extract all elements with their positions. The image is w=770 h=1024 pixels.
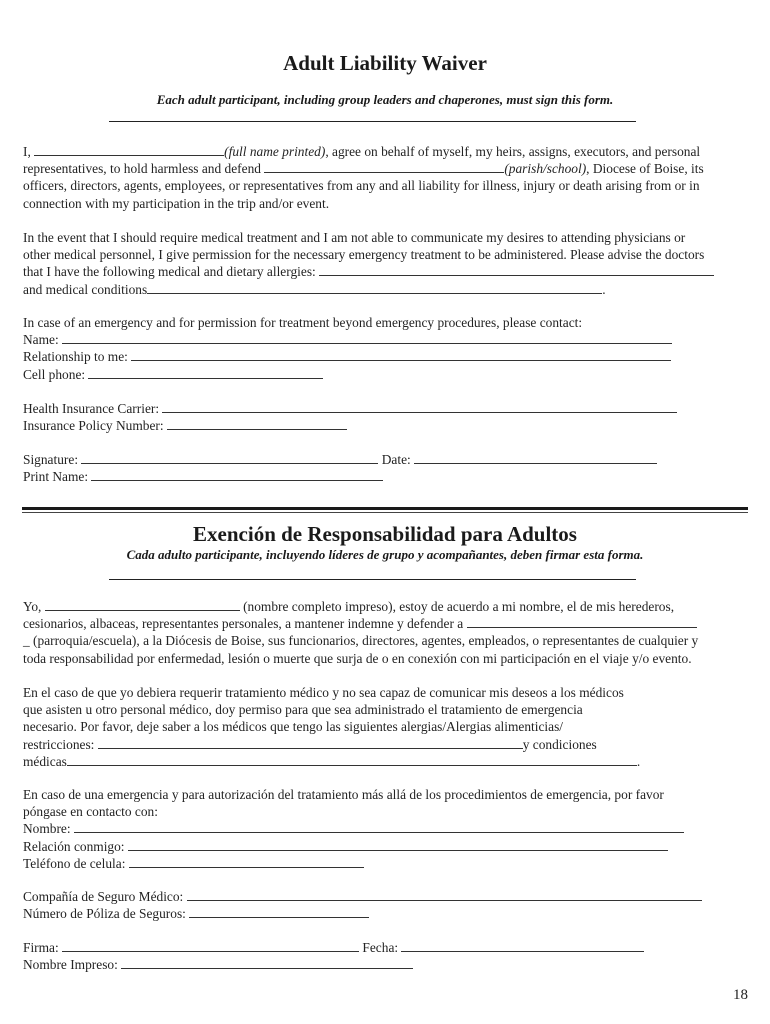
fecha-field[interactable] xyxy=(401,939,644,952)
text: En caso de una emergencia y para autorización del tratamiento más allá de los procedimientos de emergencia, por favor xyxy=(23,787,664,802)
section-divider-thin xyxy=(22,512,748,513)
spanish-title: Exención de Responsabilidad para Adultos xyxy=(193,522,577,546)
label: Name: xyxy=(23,332,63,348)
policy-number-field[interactable] xyxy=(167,417,347,430)
label: Relación conmigo: xyxy=(23,838,128,854)
poliza-field[interactable] xyxy=(189,905,369,918)
text: . xyxy=(602,281,606,297)
full-name-field[interactable] xyxy=(34,143,224,156)
firma-field[interactable] xyxy=(62,939,359,952)
label: Nombre Impreso: xyxy=(23,957,122,973)
nombre-impreso-field[interactable] xyxy=(121,956,413,969)
relationship-field[interactable] xyxy=(131,348,671,361)
allergies-field[interactable] xyxy=(319,263,714,276)
spanish-signature-block xyxy=(23,939,753,973)
label: Relationship to me: xyxy=(23,349,132,365)
label: Nombre: xyxy=(23,821,74,837)
text: Yo, xyxy=(23,599,45,614)
label: Cell phone: xyxy=(23,366,89,382)
english-subtitle-rule xyxy=(109,121,636,122)
text: connection with my participation in the trip and/or event. xyxy=(23,195,330,211)
contacto-nombre-field[interactable] xyxy=(74,820,684,833)
label: Teléfono de celula: xyxy=(23,855,129,871)
english-insurance xyxy=(23,400,753,434)
spanish-subtitle-rule xyxy=(109,579,636,580)
parish-school-field[interactable] xyxy=(264,160,504,173)
nombre-field[interactable] xyxy=(45,598,240,611)
text: que asisten u otro personal médico, doy permiso para que sea administrado el tratamiento de emergencia xyxy=(23,702,583,718)
spanish-insurance xyxy=(23,888,753,922)
text: toda responsabilidad por enfermedad, lesión o muerte que surja de o en conexión con mi participación en el viaje y/o evento. xyxy=(23,650,692,666)
relacion-field[interactable] xyxy=(128,838,668,851)
alergias-field[interactable] xyxy=(98,736,523,749)
text: , Diocese of Boise, its xyxy=(586,161,704,177)
spanish-release-paragraph xyxy=(23,598,753,667)
text: restricciones: xyxy=(23,736,98,752)
text: In the event that I should require medical treatment and I am not able to communicate my desires to attending physicians or xyxy=(23,230,686,245)
hint: (parish/school) xyxy=(504,161,587,177)
label: Date: xyxy=(378,452,415,467)
english-medical-paragraph xyxy=(23,229,753,298)
text: In case of an emergency and for permission for treatment beyond emergency procedures, please contact: xyxy=(23,315,583,330)
label: Signature: xyxy=(23,452,82,467)
condiciones-field[interactable] xyxy=(67,753,637,766)
text: that I have the following medical and dietary allergies: xyxy=(23,264,320,280)
text: póngase en contacto con: xyxy=(23,804,158,820)
page-number: 18 xyxy=(733,987,748,1003)
text: y condiciones xyxy=(522,736,597,752)
seguro-field[interactable] xyxy=(187,888,702,901)
telefono-field[interactable] xyxy=(129,855,364,868)
cell-phone-field[interactable] xyxy=(88,366,323,379)
text: representatives, to hold harmless and defend xyxy=(23,161,265,177)
text: En el caso de que yo debiera requerir tratamiento médico y no sea capaz de comunicar mis deseos a los médicos xyxy=(23,685,624,700)
text: other medical personnel, I give permission for the necessary emergency treatment to be administered. Please advise the doctors xyxy=(23,247,705,263)
text: . xyxy=(636,753,641,769)
date-field[interactable] xyxy=(414,451,657,464)
label: Health Insurance Carrier: xyxy=(23,401,163,416)
signature-field[interactable] xyxy=(81,451,378,464)
spanish-subtitle: Cada adulto participante, incluyendo líderes de grupo y acompañantes, deben firmar esta forma. xyxy=(126,547,644,562)
text: and medical conditions xyxy=(23,281,148,297)
text: I, xyxy=(23,144,35,159)
print-name-field[interactable] xyxy=(91,468,383,481)
english-title: Adult Liability Waiver xyxy=(283,51,487,75)
text: médicas xyxy=(23,753,67,769)
text: , agree on behalf of myself, my heirs, assigns, executors, and personal xyxy=(325,144,701,159)
text: necesario. Por favor, deje saber a los médicos que tengo las siguientes alergias/Alergias alimenticias/ xyxy=(23,719,564,735)
spanish-medical-paragraph xyxy=(23,684,753,770)
english-release-paragraph xyxy=(23,143,753,212)
english-subtitle: Each adult participant, including group leaders and chaperones, must sign this form. xyxy=(156,92,614,107)
text: cesionarios, albaceas, representantes personales, a mantener indemne y defender a xyxy=(23,616,467,632)
text: officers, directors, agents, employees, or representatives from any and all liability for illness, injury or death arising from or in xyxy=(23,178,700,194)
english-signature-block xyxy=(23,451,753,485)
label: Firma: xyxy=(23,940,63,955)
label: Insurance Policy Number: xyxy=(23,418,167,434)
text: (nombre completo impreso), estoy de acuerdo a mi nombre, el de mis herederos, xyxy=(239,599,675,614)
spanish-emergency-contact xyxy=(23,786,753,872)
label: Compañía de Seguro Médico: xyxy=(23,889,187,904)
insurance-carrier-field[interactable] xyxy=(162,400,677,413)
medical-conditions-field[interactable] xyxy=(147,281,602,294)
label: Print Name: xyxy=(23,469,92,485)
section-divider-thick xyxy=(22,507,748,510)
contact-name-field[interactable] xyxy=(62,331,672,344)
hint: (full name printed) xyxy=(224,144,326,159)
english-emergency-contact xyxy=(23,314,753,383)
parroquia-field[interactable] xyxy=(467,615,697,628)
label: Fecha: xyxy=(359,940,402,955)
label: Número de Póliza de Seguros: xyxy=(23,906,190,922)
text: _ (parroquia/escuela), a la Diócesis de Boise, sus funcionarios, directores, agentes, empleados, o representantes de cualquier y xyxy=(23,633,699,649)
